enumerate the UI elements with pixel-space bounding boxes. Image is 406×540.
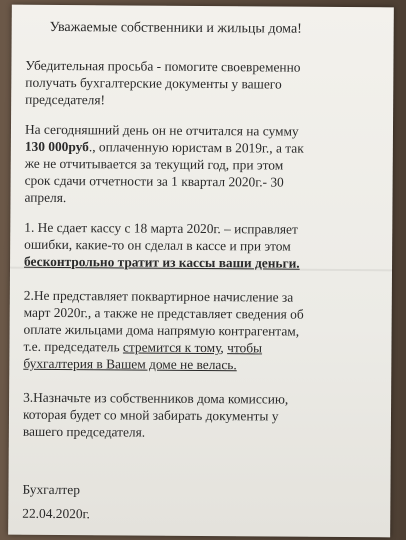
notice-heading: Уважаемые собственники и жильцы дома!: [49, 19, 302, 37]
para3-line-2: март 2020г., а также не представляет сведения об: [23, 304, 304, 322]
para3-underline-3: бухгалтерия в Вашем доме не велась.: [23, 355, 237, 373]
para4-line-1: 3.Назначьте из собственников дома комиссию,: [23, 389, 289, 407]
para1-line-2-rest: ., оплаченную юристам в 2019г., а так: [88, 139, 304, 156]
para1-line-5: апреля.: [24, 189, 67, 206]
para4-line-3: вашего председателя.: [22, 423, 146, 440]
signature-date: 22.04.2020г.: [22, 505, 90, 522]
para3-line-4-a: т.е. председатель: [23, 338, 124, 355]
para1-line-3: же не отчитывается за текущий год, при этом: [24, 155, 284, 173]
para3-line-5: [23, 355, 237, 374]
para3-underline-1: стремится к тому: [122, 339, 221, 356]
amount-text: 130 000руб: [24, 138, 89, 155]
request-line-3: председателя!: [25, 91, 106, 108]
para4-line-2: которая будет со мной забирать документы у: [22, 406, 279, 424]
para2-line-2: ошибки, какие-то он сделал в кассе и при этом: [24, 236, 291, 254]
request-line-1: Убедительная просьба - помогите своевременно: [25, 57, 301, 75]
para2-line-3: [24, 253, 300, 272]
para1-line-4: срок сдачи отчетности за 1 квартал 2020г.- 30: [24, 172, 284, 190]
para3-line-3: оплате жильцами дома напрямую контрагентам,: [23, 321, 300, 339]
request-line-2: получать бухгалтерские документы у вашего: [25, 74, 282, 92]
para1-line-1: На сегодняшний день он не отчитался на сумму: [24, 121, 299, 139]
para2-line-1: 1. Не сдает кассу с 18 марта 2020г. – исправляет: [24, 219, 298, 237]
spending-warning: бесконтрольно тратит из кассы ваши деньги.: [24, 253, 300, 271]
para3-underline-2: чтобы: [227, 340, 263, 356]
para3-line-4-b: ,: [220, 340, 228, 356]
signature-role: Бухгалтер: [22, 481, 81, 498]
para3-line-1: 2.Не представляет поквартирное начисление за: [23, 287, 294, 305]
notice-sheet: [8, 5, 394, 538]
